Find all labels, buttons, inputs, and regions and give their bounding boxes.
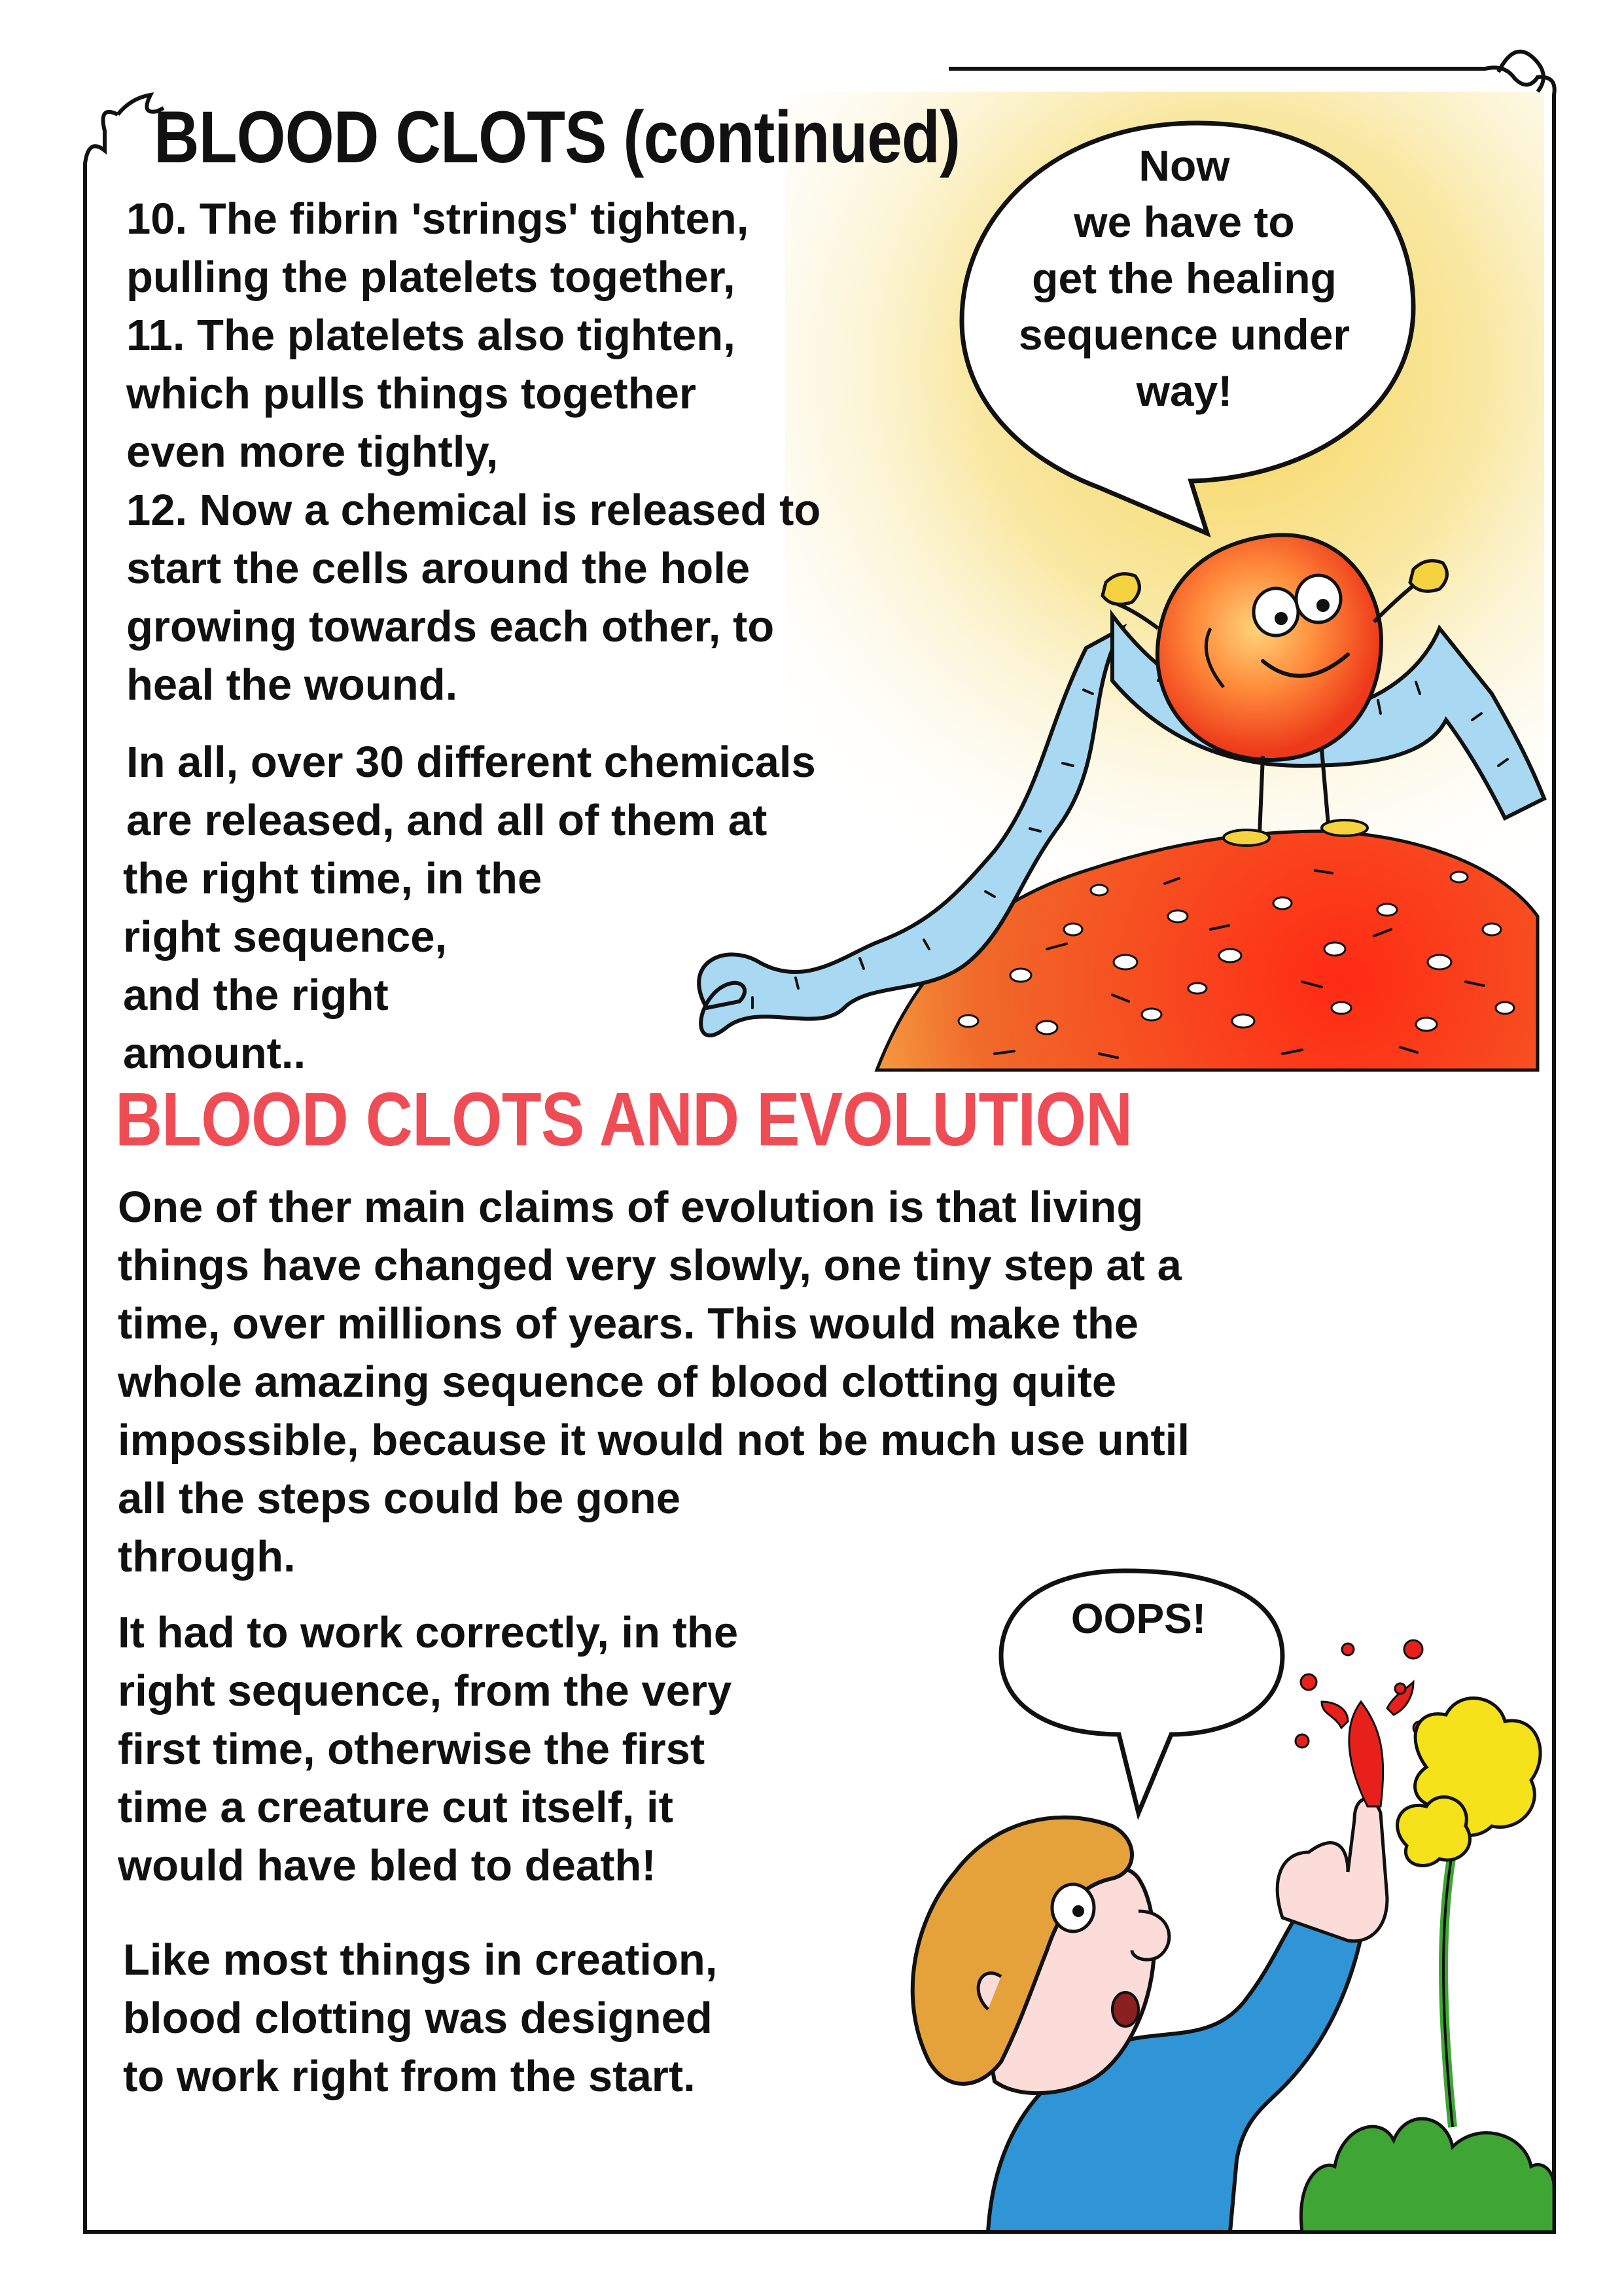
- speech-bubble-bottom-text: OOPS!: [1070, 1595, 1207, 1642]
- section-title: BLOOD CLOTS AND EVOLUTION: [115, 1077, 1133, 1162]
- bubble-top-line: Now: [1139, 141, 1230, 190]
- creation-line: blood clotting was designed: [123, 1994, 713, 2043]
- creation-line: to work right from the start.: [123, 2052, 696, 2101]
- evolution-line: whole amazing sequence of blood clotting quite: [118, 1357, 1117, 1407]
- steps-line: heal the wound.: [126, 660, 458, 709]
- bubble-top-line: way!: [1136, 367, 1233, 415]
- steps-line: 10. The fibrin 'strings' tighten,: [126, 194, 749, 243]
- steps-line: 11. The platelets also tighten,: [126, 311, 735, 360]
- steps-line: 12. Now a chemical is released to: [126, 486, 821, 535]
- evolution-line: all the steps could be gone: [118, 1474, 680, 1523]
- bubble-top-line: sequence under: [1018, 310, 1350, 359]
- correct-line: first time, otherwise the first: [118, 1725, 705, 1774]
- evolution-line: through.: [118, 1532, 296, 1581]
- evolution-line: impossible, because it would not be much use until: [118, 1416, 1190, 1465]
- evolution-line: things have changed very slowly, one tiny step at a: [118, 1241, 1182, 1290]
- correct-line: time a creature cut itself, it: [118, 1783, 673, 1832]
- creation-line: Like most things in creation,: [123, 1935, 718, 1984]
- bubble-top-line: get the healing: [1032, 254, 1337, 302]
- steps-line: which pulls things together: [126, 369, 696, 418]
- chemicals-line: are released, and all of them at: [126, 796, 768, 845]
- steps-line: start the cells around the hole: [126, 544, 750, 593]
- page-title: BLOOD CLOTS (continued): [154, 96, 961, 178]
- evolution-line: One of ther main claims of evolution is that living: [118, 1183, 1144, 1232]
- evolution-line: time, over millions of years. This would make the: [118, 1299, 1139, 1348]
- chemicals-line: and the right: [123, 971, 389, 1020]
- steps-line: growing towards each other, to: [126, 602, 775, 651]
- correct-line: would have bled to death!: [118, 1841, 656, 1890]
- correct-line: It had to work correctly, in the: [118, 1608, 739, 1657]
- chemicals-line: In all, over 30 different chemicals: [126, 738, 816, 787]
- steps-line: pulling the platelets together,: [126, 253, 735, 302]
- correct-line: right sequence, from the very: [118, 1666, 732, 1715]
- chemicals-line: amount..: [123, 1029, 306, 1078]
- chemicals-line: the right time, in the: [123, 854, 542, 903]
- bubble-top-line: we have to: [1074, 198, 1295, 246]
- chemicals-line: right sequence,: [123, 912, 448, 961]
- steps-line: even more tightly,: [126, 427, 499, 476]
